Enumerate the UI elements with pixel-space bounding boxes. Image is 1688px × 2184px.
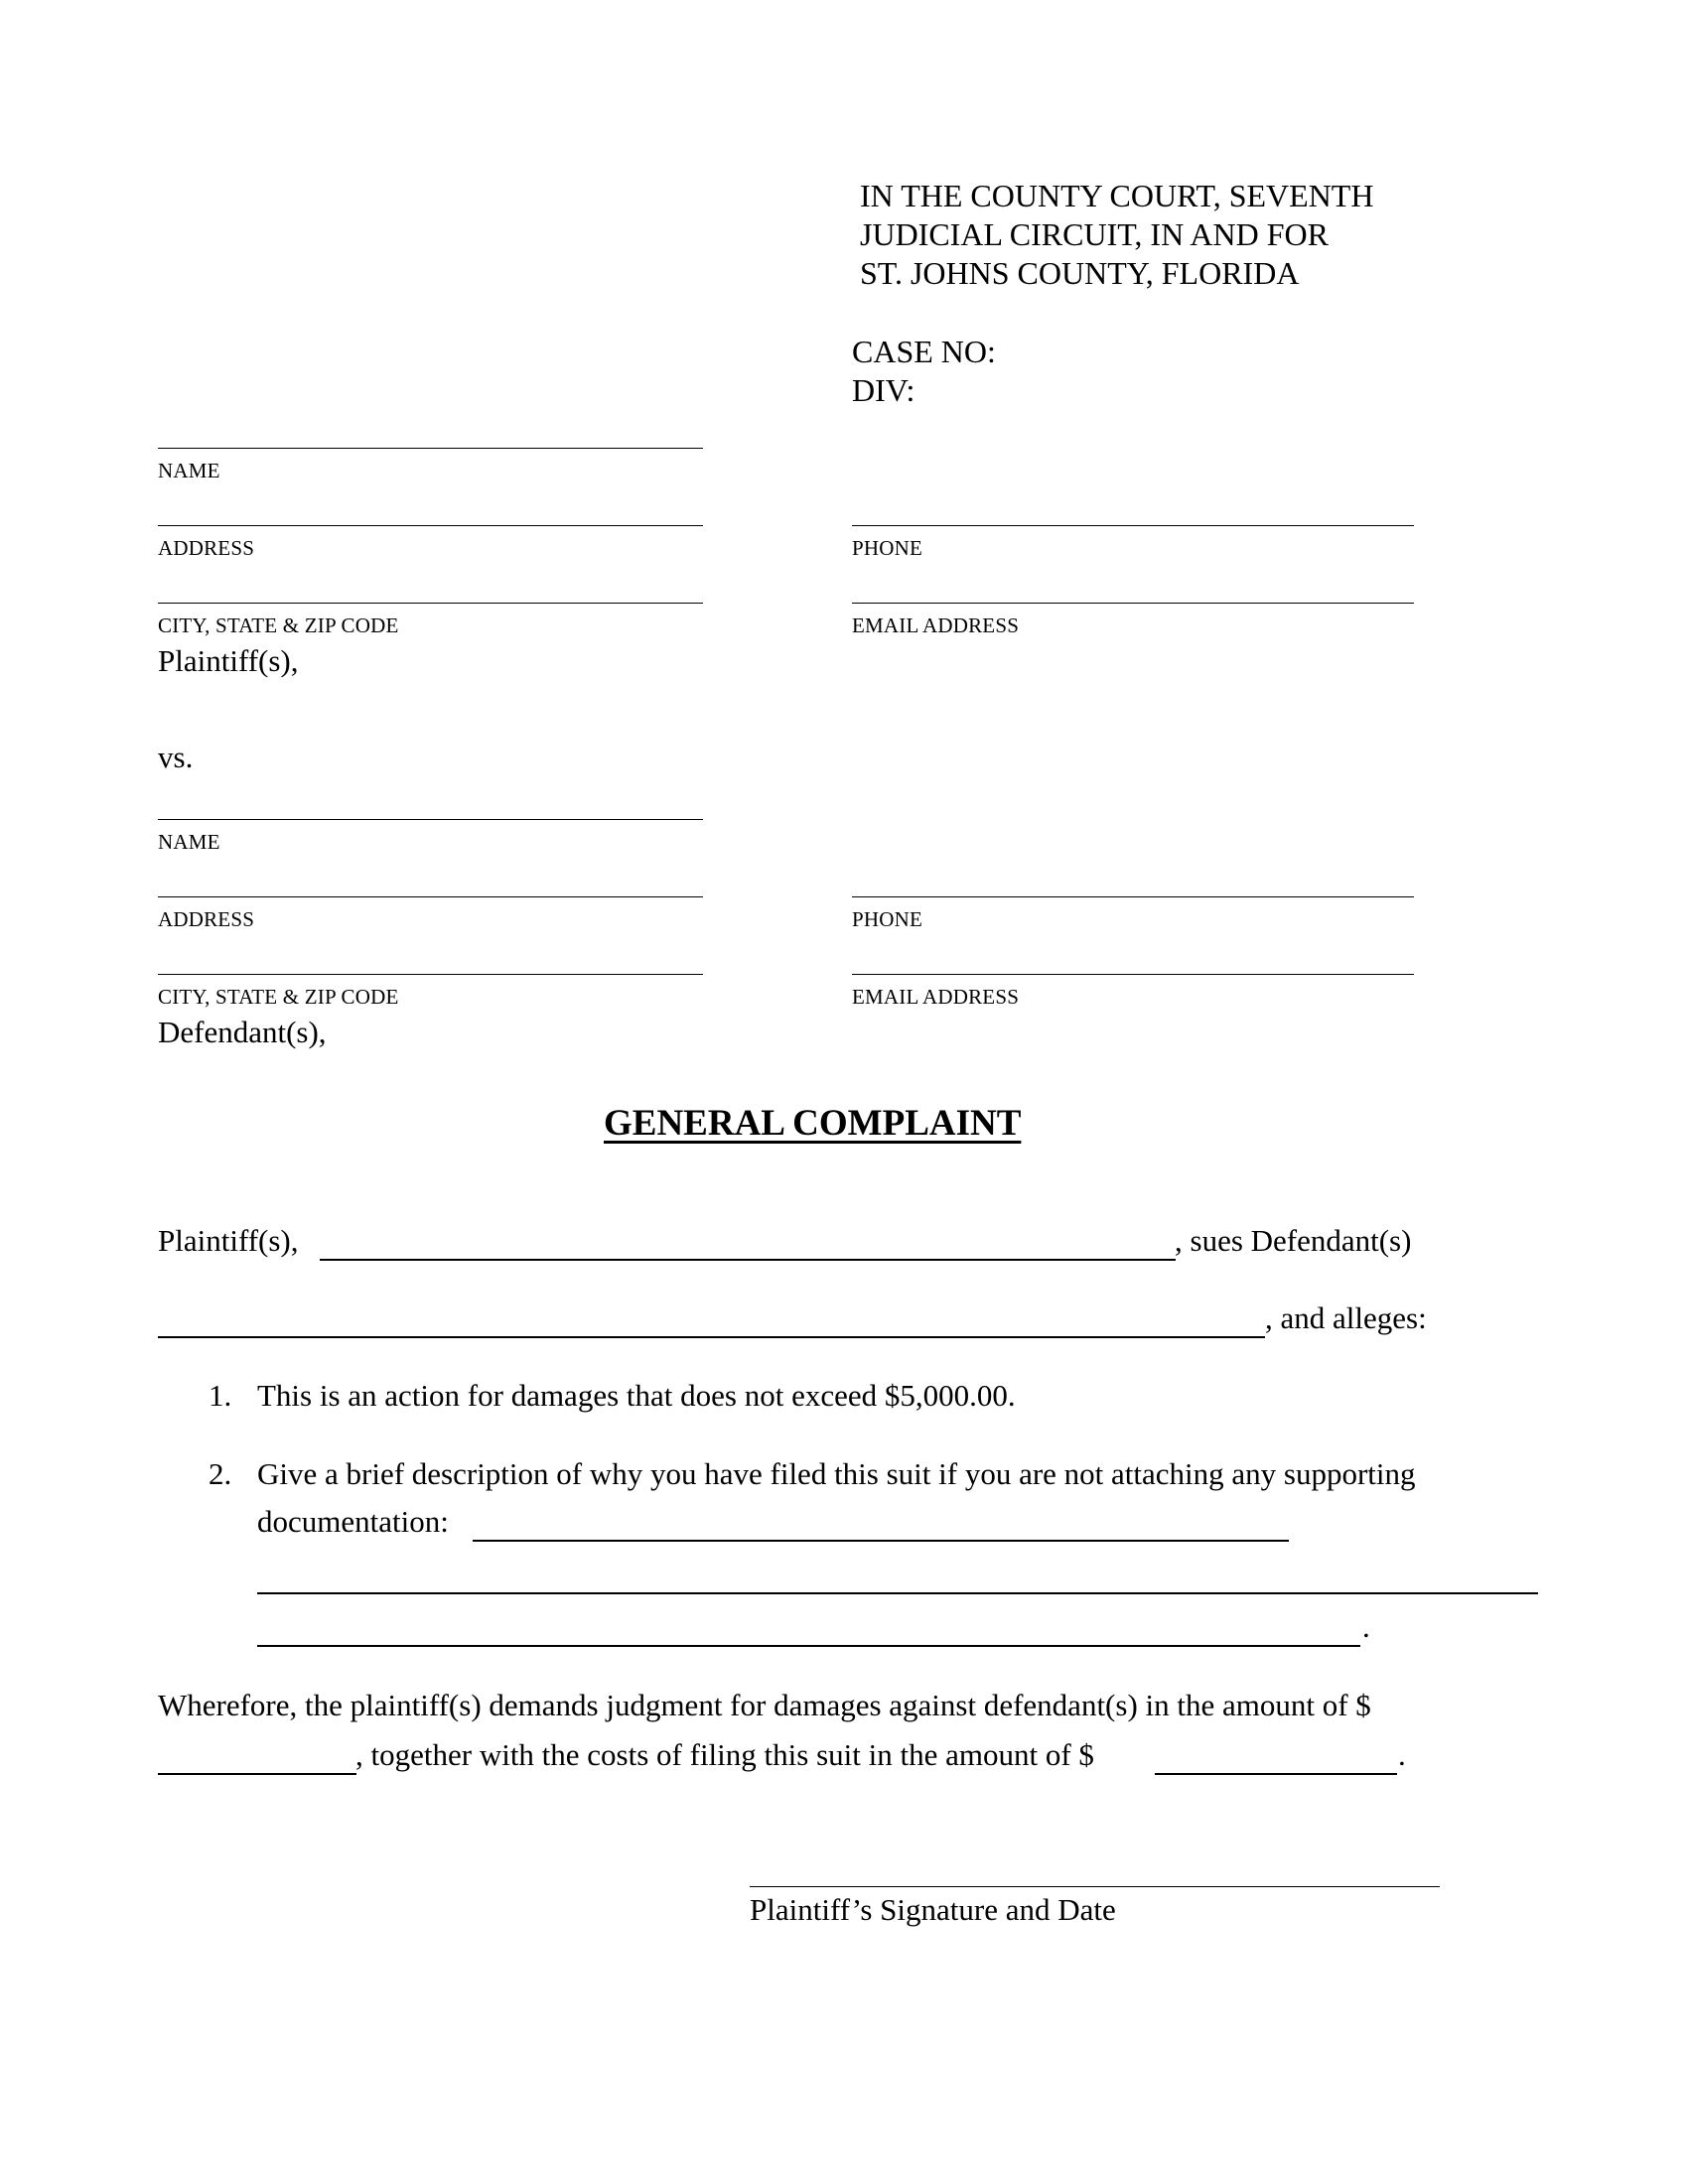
defendant-party-label: Defendant(s), (158, 1015, 327, 1049)
filing-costs-blank[interactable] (1155, 1773, 1397, 1775)
complaint-line-1-prefix: Plaintiff(s), (158, 1223, 299, 1258)
item-2-line-1: Give a brief description of why you have filed this suit if you are not attaching any supporting (257, 1456, 1416, 1491)
signature-label: Plaintiff’s Signature and Date (750, 1892, 1116, 1927)
court-line-3: ST. JOHNS COUNTY, FLORIDA (860, 255, 1300, 291)
plaintiff-party-label: Plaintiff(s), (158, 643, 299, 678)
defendant-city-label: CITY, STATE & ZIP CODE (158, 985, 399, 1009)
plaintiff-name-line[interactable] (158, 448, 703, 449)
item-1-text: This is an action for damages that does not exceed $5,000.00. (257, 1378, 1016, 1413)
item-2-line-2-prefix: documentation: (257, 1504, 449, 1539)
complaint-line-2-suffix: , and alleges: (1265, 1300, 1427, 1335)
plaintiff-address-label: ADDRESS (158, 536, 255, 560)
plaintiff-email-label: EMAIL ADDRESS (852, 614, 1020, 637)
defendant-city-line[interactable] (158, 974, 703, 975)
description-blank-1[interactable] (473, 1540, 1289, 1542)
description-blank-2[interactable] (257, 1592, 1538, 1594)
defendant-address-line[interactable] (158, 896, 703, 897)
signature-line[interactable] (750, 1886, 1440, 1887)
plaintiff-phone-label: PHONE (852, 536, 923, 560)
complaint-line-1-suffix: , sues Defendant(s) (1175, 1223, 1412, 1258)
damages-amount-blank[interactable] (158, 1773, 356, 1775)
plaintiff-address-line[interactable] (158, 525, 703, 526)
defendant-name-label: NAME (158, 830, 220, 854)
plaintiff-name-blank[interactable] (320, 1259, 1176, 1261)
case-no-label: CASE NO: (852, 334, 996, 369)
defendant-email-label: EMAIL ADDRESS (852, 985, 1020, 1009)
plaintiff-email-line[interactable] (852, 603, 1414, 604)
plaintiff-name-label: NAME (158, 459, 220, 482)
wherefore-line-1: Wherefore, the plaintiff(s) demands judgment for damages against defendant(s) in the amount of $ (158, 1688, 1371, 1722)
case-info (852, 333, 996, 410)
defendant-name-line[interactable] (158, 819, 703, 820)
wherefore-line-2: , together with the costs of filing this suit in the amount of $ (355, 1737, 1094, 1772)
court-line-1: IN THE COUNTY COURT, SEVENTH (860, 178, 1374, 213)
plaintiff-city-line[interactable] (158, 603, 703, 604)
court-line-2: JUDICIAL CIRCUIT, IN AND FOR (860, 216, 1329, 252)
document-title: GENERAL COMPLAINT (604, 1103, 1022, 1144)
description-blank-3[interactable] (257, 1645, 1360, 1647)
item-2-end-period: . (1362, 1609, 1370, 1644)
wherefore-end-period: . (1398, 1737, 1406, 1772)
court-caption (860, 177, 1373, 293)
defendant-name-blank[interactable] (158, 1336, 1265, 1338)
defendant-address-label: ADDRESS (158, 907, 255, 931)
plaintiff-city-label: CITY, STATE & ZIP CODE (158, 614, 399, 637)
versus-label: vs. (158, 740, 194, 774)
plaintiff-phone-line[interactable] (852, 525, 1414, 526)
div-label: DIV: (852, 372, 915, 408)
item-2-number: 2. (209, 1456, 232, 1491)
defendant-email-line[interactable] (852, 974, 1414, 975)
item-1-number: 1. (209, 1378, 232, 1413)
defendant-phone-line[interactable] (852, 896, 1414, 897)
defendant-phone-label: PHONE (852, 907, 923, 931)
